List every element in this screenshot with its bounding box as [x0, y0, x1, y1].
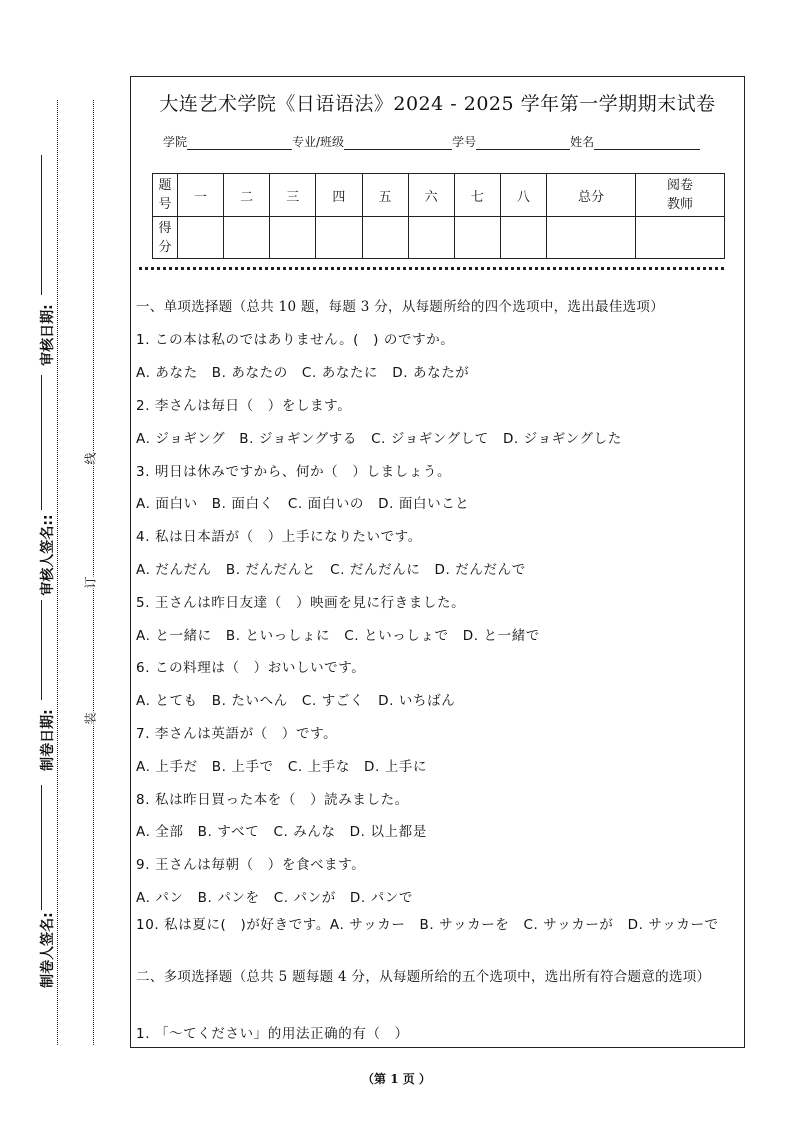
binding-char-xian: 线: [80, 452, 101, 464]
score-cell[interactable]: [362, 217, 408, 259]
reviewer-signature-label: 审核人签名::: [37, 510, 57, 600]
dotted-separator: [139, 267, 724, 270]
options-5: A. と一緒に B. といっしょに C. といっしょで D. と一緒で: [136, 628, 540, 644]
row-label-question-no: 题 号: [153, 174, 178, 217]
options-8: A. 全部 B. すべて C. みんな D. 以上都是: [136, 824, 427, 840]
major-class-field[interactable]: [344, 135, 452, 150]
section2-question-1: 1. 「～てください」的用法正确的有（ ）: [136, 1026, 409, 1042]
options-4: A. だんだん B. だんだんと C. だんだんに D. だんだんで: [136, 562, 526, 578]
score-cell[interactable]: [270, 217, 316, 259]
college-field[interactable]: [187, 135, 292, 150]
score-cell[interactable]: [454, 217, 500, 259]
col-header: 四: [316, 174, 362, 217]
section2-heading: 二、多项选择题（总共 5 题每题 4 分，从每题所给的五个选项中，选出所有符合题意的选项）: [136, 969, 711, 985]
binding-dotted-line-inner: [93, 100, 94, 1045]
review-date-label: 审核日期:: [37, 300, 57, 370]
options-2: A. ジョギング B. ジョギングする C. ジョギングして D. ジョギングした: [136, 431, 622, 447]
student-id-field[interactable]: [476, 135, 570, 150]
maker-date-label: 制卷日期:: [37, 705, 57, 775]
col-header-reviewer: 阅卷 教师: [635, 174, 724, 217]
binding-dotted-line-outer: [57, 100, 58, 1045]
col-header: 七: [454, 174, 500, 217]
col-header: 八: [500, 174, 546, 217]
score-cell[interactable]: [500, 217, 546, 259]
score-table: [152, 173, 725, 259]
student-info-row: [163, 133, 700, 150]
sign-blank-line: [41, 155, 43, 295]
col-header: 三: [270, 174, 316, 217]
field-label-student-id: 学号: [452, 135, 477, 149]
field-label-college: 学院: [163, 135, 188, 149]
score-cell[interactable]: [178, 217, 224, 259]
name-field[interactable]: [594, 135, 700, 150]
score-cell[interactable]: [408, 217, 454, 259]
exam-title: 大连艺术学院《日语语法》2024 - 2025 学年第一学期期末试卷: [159, 93, 716, 115]
question-6: 6. この料理は（ ）おいしいです。: [136, 660, 366, 676]
question-8: 8. 私は昨日買った本を（ ）読みました。: [136, 792, 409, 808]
sign-blank-line: [41, 375, 43, 510]
row-label-score: 得 分: [153, 217, 178, 259]
binding-char-zhuang: 装: [80, 712, 101, 724]
score-cell[interactable]: [224, 217, 270, 259]
question-9: 9. 王さんは毎朝（ ）を食べます。: [136, 857, 366, 873]
field-label-major-class: 专业/班级: [292, 135, 345, 149]
score-cell[interactable]: [316, 217, 362, 259]
question-7: 7. 李さんは英語が（ ）です。: [136, 726, 338, 742]
exam-frame: [130, 76, 745, 1048]
options-9: A. パン B. パンを C. パンが D. パンで: [136, 890, 414, 906]
question-1: 1. この本は私のではありません。( ) のですか。: [136, 332, 455, 348]
page-number: （第 1 页 ）: [362, 1072, 431, 1086]
sign-blank-line: [41, 785, 43, 910]
question-2: 2. 李さんは毎日（ ）をします。: [136, 398, 352, 414]
score-cell-total[interactable]: [547, 217, 636, 259]
sign-blank-line: [41, 585, 43, 700]
question-10: 10. 私は夏に( )が好きです。A. サッカー B. サッカーを C. サッカーが D. サッカーで: [136, 917, 719, 933]
options-1: A. あなた B. あなたの C. あなたに D. あなたが: [136, 365, 470, 381]
question-3: 3. 明日は休みですから、何か（ ）しましょう。: [136, 464, 452, 480]
col-header-total: 总分: [547, 174, 636, 217]
binding-char-ding: 订: [80, 576, 101, 588]
col-header: 六: [408, 174, 454, 217]
section1-heading: 一、单项选择题（总共 10 题，每题 3 分，从每题所给的四个选项中，选出最佳选项）: [136, 299, 665, 315]
col-header: 二: [224, 174, 270, 217]
col-header: 一: [178, 174, 224, 217]
field-label-name: 姓名: [570, 135, 595, 149]
options-7: A. 上手だ B. 上手で C. 上手な D. 上手に: [136, 759, 428, 775]
question-5: 5. 王さんは昨日友達（ ）映画を見に行きました。: [136, 595, 466, 611]
col-header: 五: [362, 174, 408, 217]
options-3: A. 面白い B. 面白く C. 面白いの D. 面白いこと: [136, 496, 470, 512]
reviewer-cell[interactable]: [635, 217, 724, 259]
maker-signature-label: 制卷人签名:: [37, 910, 57, 990]
question-4: 4. 私は日本語が（ ）上手になりたいです。: [136, 529, 422, 545]
options-6: A. とても B. たいへん C. すごく D. いちばん: [136, 693, 456, 709]
